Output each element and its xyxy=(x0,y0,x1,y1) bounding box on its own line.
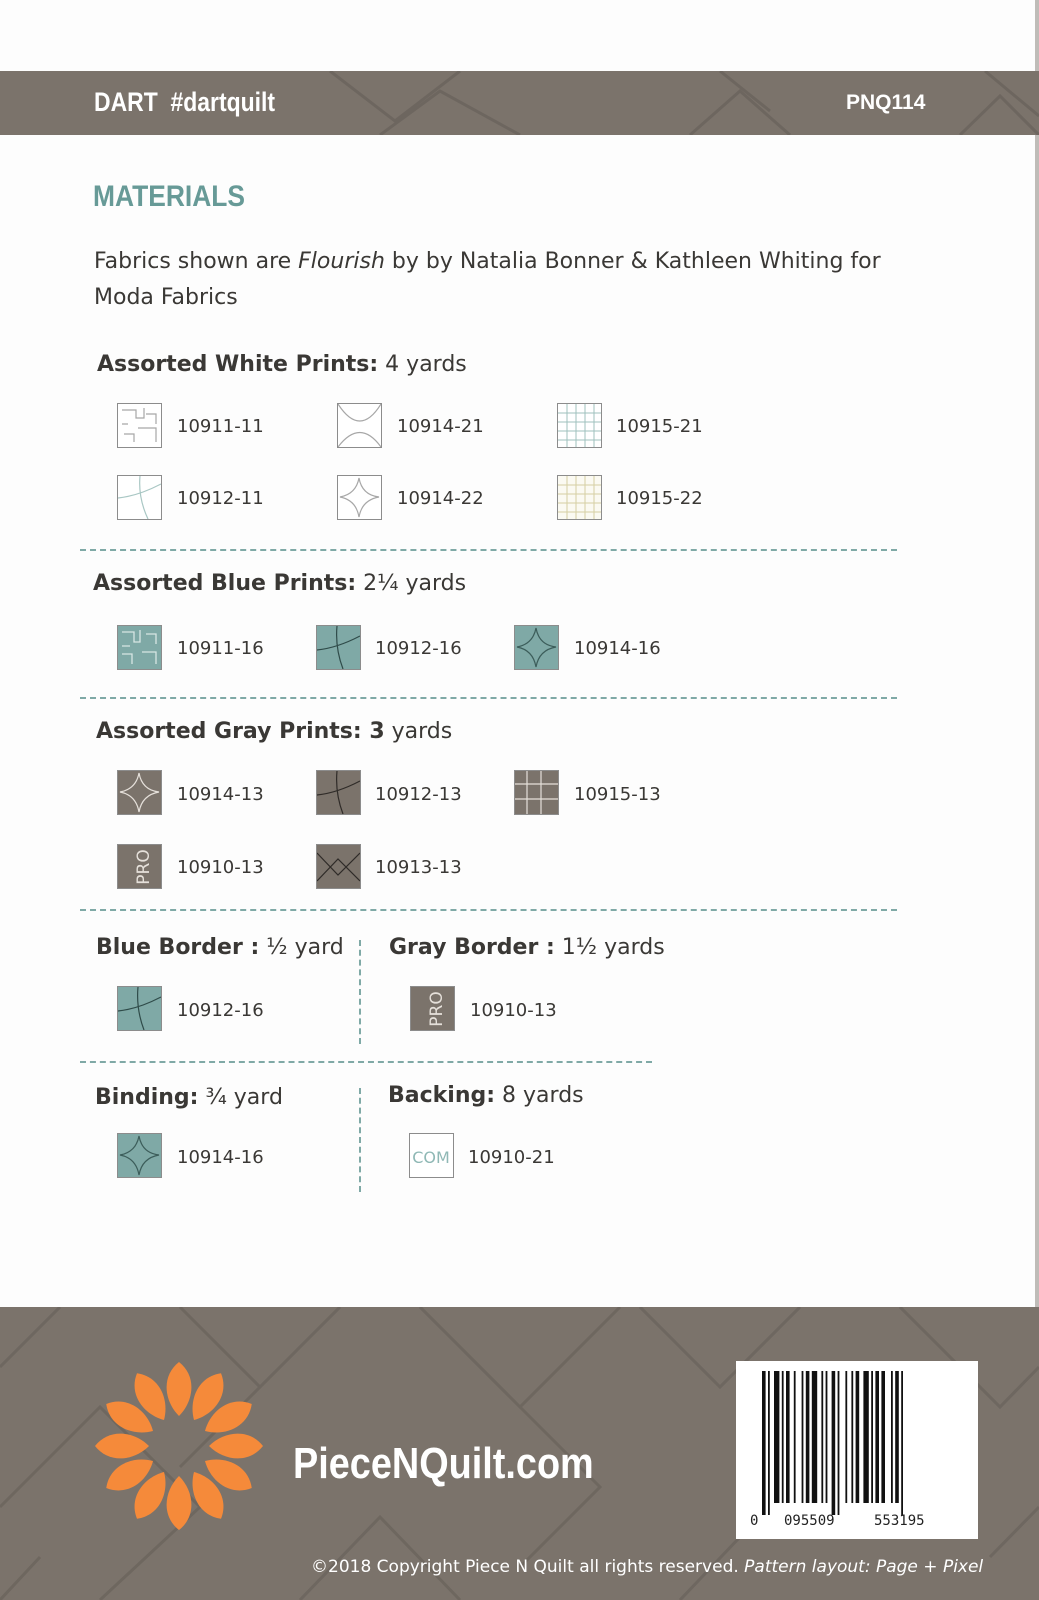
logo-petal xyxy=(167,1476,192,1530)
fabric-code: 10913-13 xyxy=(375,857,462,878)
fabric-print-text: PRO xyxy=(134,849,154,885)
copyright-line: ©2018 Copyright Piece N Quilt all rights reserved. Pattern layout: Page + Pixel xyxy=(311,1557,984,1577)
logo-petal xyxy=(209,1434,263,1459)
section-divider xyxy=(80,697,897,699)
barcode-bar xyxy=(891,1371,893,1503)
fabric-swatch xyxy=(557,403,602,448)
backing-title: Backing: 8 yards xyxy=(388,1083,584,1108)
blue-prints-title: Assorted Blue Prints: 2¼ yards xyxy=(93,571,467,596)
fabric-code: 10912-13 xyxy=(375,784,462,805)
fabric-swatch xyxy=(337,403,382,448)
barcode-bar xyxy=(806,1371,810,1503)
fabric-swatch xyxy=(117,1133,162,1178)
barcode-bar xyxy=(851,1371,853,1503)
barcode-bar xyxy=(895,1371,899,1503)
barcode-bar xyxy=(812,1371,817,1503)
gray-border-title: Gray Border : 1½ yards xyxy=(389,935,665,960)
fabric-code: 10910-21 xyxy=(468,1147,555,1168)
fabric-swatch xyxy=(117,625,162,670)
barcode-bar xyxy=(826,1371,828,1503)
fabric-code: 10914-21 xyxy=(397,416,484,437)
fabric-code: 10911-11 xyxy=(177,416,264,437)
gray-prints-title: Assorted Gray Prints: 3 yards xyxy=(96,719,453,744)
barcode: 0 095509 553195 xyxy=(736,1361,978,1539)
fabric-code: 10914-16 xyxy=(574,638,661,659)
barcode-bar xyxy=(832,1371,836,1515)
barcode-bar xyxy=(786,1371,790,1503)
fabric-swatch xyxy=(316,844,361,889)
fabric-print-text: COM xyxy=(412,1148,450,1167)
fabric-swatch xyxy=(316,625,361,670)
fabric-swatch xyxy=(514,625,559,670)
barcode-bar xyxy=(821,1371,823,1503)
fabric-swatch xyxy=(117,986,162,1031)
fabric-code: 10914-22 xyxy=(397,488,484,509)
logo-petal xyxy=(95,1434,149,1459)
fabric-swatch xyxy=(557,475,602,520)
logo-petal xyxy=(167,1362,192,1416)
fabric-code: 10911-16 xyxy=(177,638,264,659)
fabric-code: 10915-13 xyxy=(574,784,661,805)
fabric-code: 10912-16 xyxy=(375,638,462,659)
fabric-swatch xyxy=(337,475,382,520)
fabric-code: 10914-16 xyxy=(177,1147,264,1168)
barcode-bar xyxy=(875,1371,879,1503)
column-divider xyxy=(359,940,361,1044)
barcode-bar xyxy=(881,1371,885,1503)
barcode-bar xyxy=(856,1371,860,1503)
fabric-swatch xyxy=(117,844,162,889)
barcode-bar xyxy=(838,1371,840,1515)
materials-heading: MATERIALS xyxy=(93,180,246,213)
white-prints-title: Assorted White Prints: 4 yards xyxy=(97,352,467,377)
fabric-swatch xyxy=(117,403,162,448)
barcode-bar xyxy=(871,1371,873,1503)
barcode-bar xyxy=(901,1371,903,1515)
column-divider xyxy=(359,1088,361,1192)
fabric-code: 10915-22 xyxy=(616,488,703,509)
blue-border-title: Blue Border : ½ yard xyxy=(96,935,344,960)
barcode-bar xyxy=(768,1371,770,1515)
fabric-print-text: PRO xyxy=(427,991,447,1027)
barcode-bar xyxy=(782,1371,784,1503)
barcode-bar xyxy=(802,1371,804,1503)
barcode-bar xyxy=(794,1371,796,1503)
fabric-code: 10910-13 xyxy=(177,857,264,878)
section-divider xyxy=(80,549,897,551)
footer-band xyxy=(0,1307,1039,1600)
pattern-title: DART #dartquilt xyxy=(94,87,276,117)
barcode-icon xyxy=(748,1371,966,1515)
fabric-code: 10912-16 xyxy=(177,1000,264,1021)
fabric-swatch xyxy=(514,770,559,815)
barcode-bar xyxy=(863,1371,868,1503)
barcode-bar xyxy=(762,1371,766,1515)
binding-title: Binding: ¾ yard xyxy=(95,1085,283,1110)
barcode-bar xyxy=(845,1371,847,1503)
barcode-bar xyxy=(774,1371,779,1503)
fabric-intro: Fabrics shown are Flourish by by Natalia Bonner & Kathleen Whiting for Moda Fabrics xyxy=(94,249,881,310)
flower-logo-icon xyxy=(93,1360,265,1532)
website-url: PieceNQuilt.com xyxy=(293,1439,594,1488)
fabric-swatch xyxy=(117,770,162,815)
fabric-code: 10912-11 xyxy=(177,488,264,509)
section-divider xyxy=(80,909,897,911)
fabric-code: 10910-13 xyxy=(470,1000,557,1021)
section-divider xyxy=(80,1061,652,1063)
fabric-code: 10914-13 xyxy=(177,784,264,805)
fabric-swatch xyxy=(410,986,455,1031)
fabric-swatch xyxy=(316,770,361,815)
header-band xyxy=(0,71,1039,135)
fabric-code: 10915-21 xyxy=(616,416,703,437)
fabric-swatch xyxy=(117,475,162,520)
fabric-swatch xyxy=(409,1133,454,1178)
pattern-code: PNQ114 xyxy=(846,91,926,114)
